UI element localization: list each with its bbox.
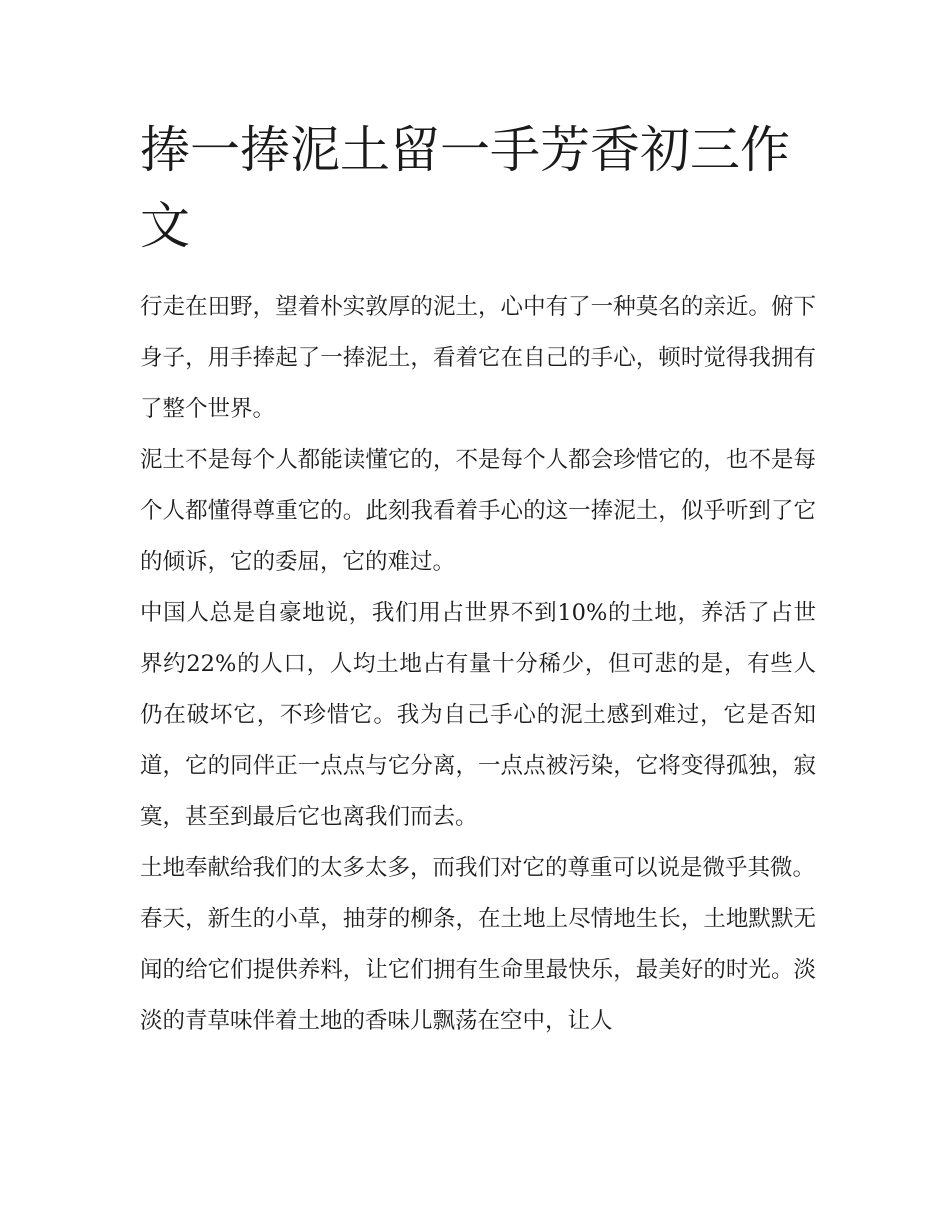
paragraph: 春天，新生的小草，抽芽的柳条，在土地上尽情地生长，土地默默无闻的给它们提供养料，让它们拥有生命里最快乐，最美好的时光。淡淡的青草味伴着土地的香味儿飘荡在空中，让人 <box>140 906 816 1034</box>
document-body <box>140 282 816 1047</box>
document-page <box>140 112 816 1047</box>
paragraph: 土地奉献给我们的太多太多，而我们对它的尊重可以说是微乎其微。 <box>140 855 816 881</box>
paragraph: 行走在田野，望着朴实敦厚的泥土，心中有了一种莫名的亲近。俯下身子，用手捧起了一捧泥土，看着它在自己的手心，顿时觉得我拥有了整个世界。 <box>140 294 816 422</box>
document-title: 捧一捧泥土留一手芳香初三作文 <box>140 121 790 255</box>
paragraph: 中国人总是自豪地说，我们用占世界不到10%的土地，养活了占世界约22%的人口，人均土地占有量十分稀少，但可悲的是，有些人仍在破坏它，不珍惜它。我为自己手心的泥土感到难过，它是否知道，它的同伴正一点点与它分离，一点点被污染，它将变得孤独，寂寞，甚至到最后它也离我们而去。 <box>140 600 816 830</box>
paragraph: 泥土不是每个人都能读懂它的，不是每个人都会珍惜它的，也不是每个人都懂得尊重它的。此刻我看着手心的这一捧泥土，似乎听到了它的倾诉，它的委屈，它的难过。 <box>140 447 816 575</box>
